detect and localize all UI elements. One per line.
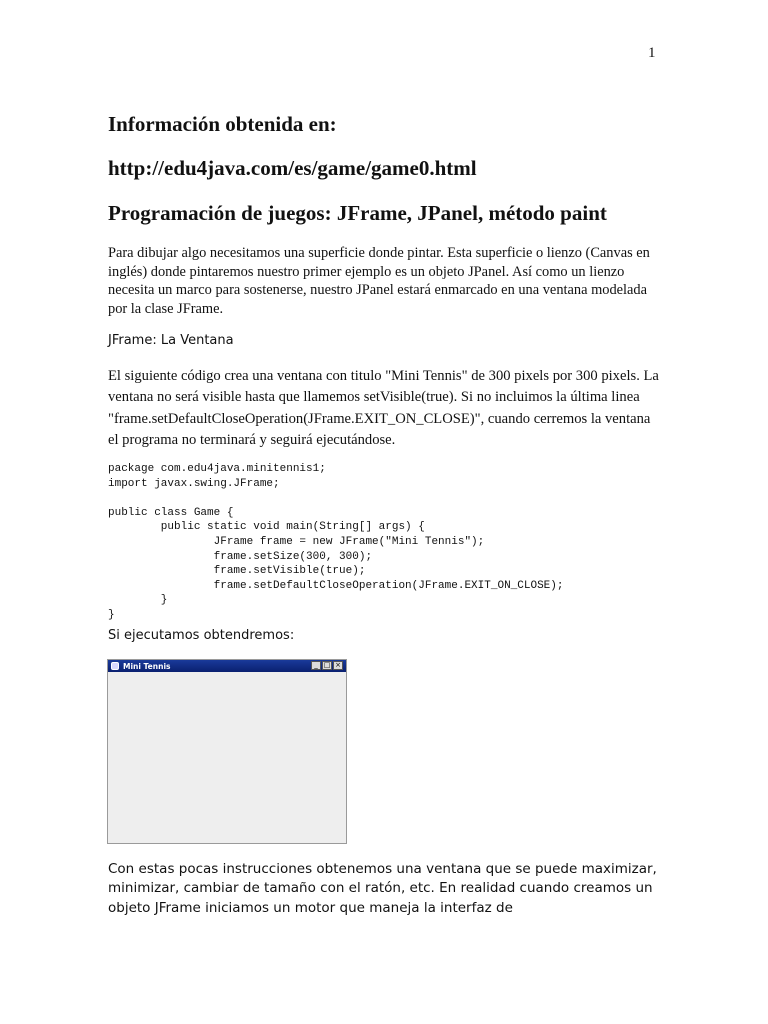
close-icon: × (333, 661, 343, 670)
code-block: package com.edu4java.minitennis1; import javax.swing.JFrame; public class Game { public static void main(String[] args) { JFrame frame = new JFrame("Mini Tennis"); frame.setSize(300, 300); frame.setVisible(true); frame.setDefaultCloseOperation(JFrame.EXIT_ON_CLOSE); } } (108, 463, 564, 621)
java-app-icon (111, 662, 119, 670)
paragraph-intro: Para dibujar algo necesitamos una superficie donde pintar. Esta superficie o lienzo (Canvas en inglés) donde pintaremos nuestro primer ejemplo es un objeto JPanel. Así como un lienzo necesita un marco para sostenerse, nuestro JPanel estará enmarcado en una ventana modelada por la clase JFrame. (108, 245, 650, 317)
page-number: 1 (648, 45, 656, 61)
subheading-jframe: JFrame: La Ventana (108, 333, 234, 348)
minimize-icon: _ (311, 661, 321, 670)
paragraph-run-result: Si ejecutamos obtendremos: (108, 628, 295, 643)
window-controls (311, 661, 343, 670)
paragraph-explanation: Con estas pocas instrucciones obtenemos una ventana que se puede maximizar, minimizar, cambiar de tamaño con el ratón, etc. En realidad cuando creamos un objeto JFrame iniciamos un motor que maneja la interfaz de (108, 861, 657, 916)
maximize-icon: □ (323, 661, 331, 669)
paragraph-code-description: El siguiente código crea una ventana con titulo "Mini Tennis" de 300 pixels por 300 pixels. La ventana no será visible hasta que llamemos setVisible(true). Si no incluimos la última linea "frame.setDefaultCloseOperation(JFrame.EXIT_ON_CLOSE)", cuando cerremos la ventana el programa no terminará y seguirá ejecutándose. (108, 368, 659, 448)
window-titlebar (108, 660, 346, 672)
heading-info-source: Información obtenida en: (108, 112, 337, 136)
heading-source-url: http://edu4java.com/es/game/game0.html (108, 156, 477, 180)
screenshot-mini-tennis-window (107, 659, 347, 844)
window-title: Mini Tennis (123, 661, 171, 671)
heading-title: Programación de juegos: JFrame, JPanel, método paint (108, 201, 607, 225)
